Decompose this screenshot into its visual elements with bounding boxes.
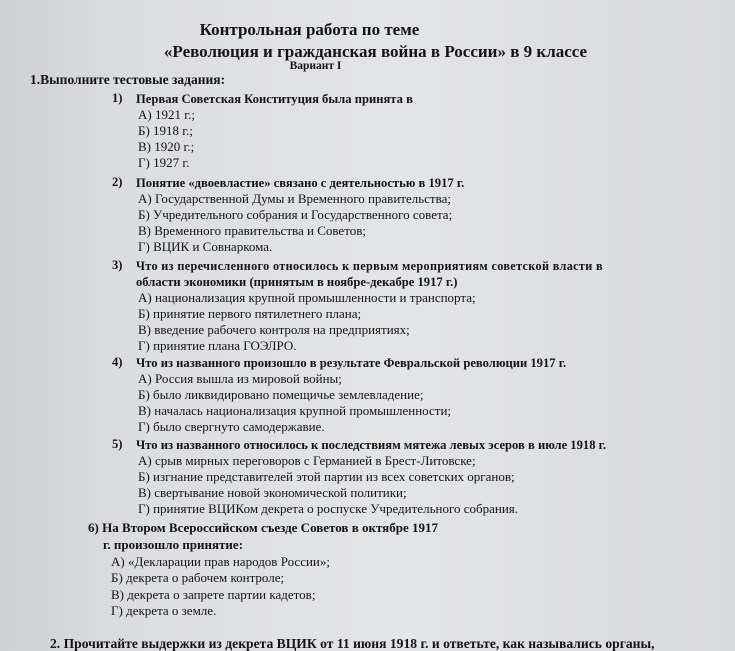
answer-option: Б) принятие первого пятилетнего плана; xyxy=(138,306,362,321)
answer-option: В) 1920 г.; xyxy=(138,139,195,154)
answer-option: В) введение рабочего контроля на предприятиях; xyxy=(138,322,410,337)
question-number: 4) xyxy=(112,355,123,369)
answer-option: Б) Учредительного собрания и Государственного совета; xyxy=(138,207,453,222)
answer-option: А) Государственной Думы и Временного правительства; xyxy=(138,191,451,206)
answer-option: А) срыв мирных переговоров с Германией в Брест-Литовске; xyxy=(138,453,476,468)
task-1-heading: 1.Выполните тестовые задания: xyxy=(30,72,226,87)
answer-option: Г) декрета о земле. xyxy=(111,603,217,618)
answer-option: А) «Декларации прав народов России»; xyxy=(111,554,330,569)
answer-option: В) Временного правительства и Советов; xyxy=(138,223,366,238)
answer-option: В) свертывание новой экономической политики; xyxy=(138,485,407,500)
question-text: Понятие «двоевластие» связано с деятельностью в 1917 г. xyxy=(136,176,465,190)
question-number: 5) xyxy=(112,437,123,451)
answer-option: Б) изгнание представителей этой партии из всех советских органов; xyxy=(138,469,515,484)
answer-option: Г) принятие плана ГОЭЛРО. xyxy=(138,338,297,353)
answer-option: А) Россия вышла из мировой войны; xyxy=(138,371,342,386)
question-text-continued: области экономики (принятым в ноябре-декабре 1917 г.) xyxy=(136,275,458,289)
answer-option: Г) 1927 г. xyxy=(138,155,190,170)
question-text: Первая Советская Конституция была принята в xyxy=(136,92,413,106)
answer-option: Б) 1918 г.; xyxy=(138,123,194,138)
question-text: 6) На Втором Всероссийском съезде Советов в октябре 1917 xyxy=(88,520,438,535)
question-number: 3) xyxy=(112,258,123,272)
question-number: 1) xyxy=(112,91,123,105)
answer-option: В) началась национализация крупной промышленности; xyxy=(138,403,452,418)
question-text-continued: г. произошло принятие: xyxy=(103,537,244,552)
answer-option: В) декрета о запрете партии кадетов; xyxy=(111,587,316,602)
question-number: 2) xyxy=(112,175,123,189)
answer-option: Б) декрета о рабочем контроле; xyxy=(111,570,285,585)
answer-option: Г) было свергнуто самодержавие. xyxy=(138,419,325,434)
variant-label: Вариант I xyxy=(289,60,342,72)
question-text: Что из перечисленного относилось к первым мероприятиям советской власти в xyxy=(136,259,603,273)
question-text: Что из названного относилось к последствиям мятежа левых эсеров в июле 1918 г. xyxy=(136,438,607,452)
answer-option: А) национализация крупной промышленности и транспорта; xyxy=(138,290,476,305)
document-subtitle: «Революция и гражданская война в России» в 9 классе xyxy=(163,42,588,61)
task-2-heading: 2. Прочитайте выдержки из декрета ВЦИК от 11 июня 1918 г. и ответьте, как назывались органы, xyxy=(50,636,655,651)
answer-option: Г) принятие ВЦИКом декрета о роспуске Учредительного собрания. xyxy=(138,501,519,516)
document-title: Контрольная работа по теме xyxy=(199,20,420,39)
answer-option: А) 1921 г.; xyxy=(138,107,195,122)
answer-option: Б) было ликвидировано помещичье землевладение; xyxy=(138,387,424,402)
answer-option: Г) ВЦИК и Совнаркома. xyxy=(138,239,273,254)
question-text: Что из названного произошло в результате Февральской революции 1917 г. xyxy=(136,356,567,370)
